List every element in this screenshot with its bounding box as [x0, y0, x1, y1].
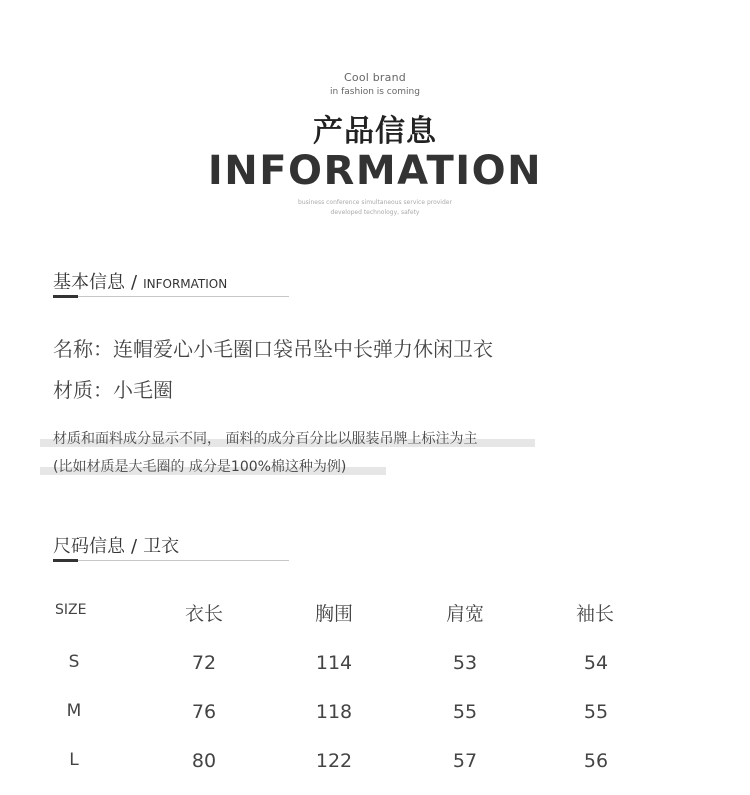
subtitle-line-1: business conference simultaneous service provider — [298, 199, 452, 206]
basic-info-accent-bar — [53, 295, 78, 298]
product-name: 名称：连帽爱心小毛圈口袋吊坠中长弹力休闲卫衣 — [53, 337, 493, 361]
size-info-heading — [53, 532, 179, 558]
row-sleeve: 55 — [583, 701, 609, 723]
basic-info-heading-cn: 基本信息 — [53, 272, 125, 293]
row-size: S — [68, 652, 80, 672]
basic-info-divider — [53, 296, 289, 297]
row-length: 76 — [191, 701, 217, 723]
subtitle-line-2: developed technology, safety — [330, 209, 420, 216]
heading-slash: / — [131, 272, 138, 293]
row-sleeve: 56 — [583, 750, 609, 772]
heading-slash: / — [131, 536, 138, 557]
size-info-divider — [53, 560, 289, 561]
row-sleeve: 54 — [583, 652, 609, 674]
header-length: 衣长 — [184, 603, 223, 625]
material-note-line-2: (比如材质是大毛圈的 成分是100%棉这种为例) — [53, 459, 347, 475]
product-material: 材质：小毛圈 — [53, 378, 173, 402]
row-size: M — [66, 701, 82, 721]
header-sleeve: 袖长 — [575, 603, 614, 625]
size-info-accent-bar — [53, 559, 78, 562]
page-title-en: INFORMATION — [207, 148, 543, 194]
size-info-heading-sub: 卫衣 — [143, 536, 180, 557]
size-info-heading-cn: 尺码信息 — [53, 536, 125, 557]
header-shoulder: 肩宽 — [445, 603, 484, 625]
basic-info-heading-en: INFORMATION — [143, 277, 228, 291]
row-chest: 122 — [315, 750, 353, 772]
row-shoulder: 57 — [452, 750, 478, 772]
tagline-cool-brand: Cool brand — [344, 71, 406, 84]
row-chest: 114 — [315, 652, 353, 674]
row-chest: 118 — [315, 701, 353, 723]
basic-info-heading — [53, 268, 227, 294]
row-shoulder: 55 — [452, 701, 478, 723]
row-size: L — [69, 750, 79, 770]
header-size: SIZE — [55, 602, 87, 618]
header-chest: 胸围 — [314, 603, 353, 625]
page-title-cn: 产品信息 — [313, 114, 437, 149]
tagline-fashion: in fashion is coming — [330, 87, 420, 97]
row-shoulder: 53 — [452, 652, 478, 674]
row-length: 72 — [191, 652, 217, 674]
row-length: 80 — [191, 750, 217, 772]
material-note-line-1: 材质和面料成分显示不同， 面料的成分百分比以服装吊牌上标注为主 — [53, 431, 478, 447]
